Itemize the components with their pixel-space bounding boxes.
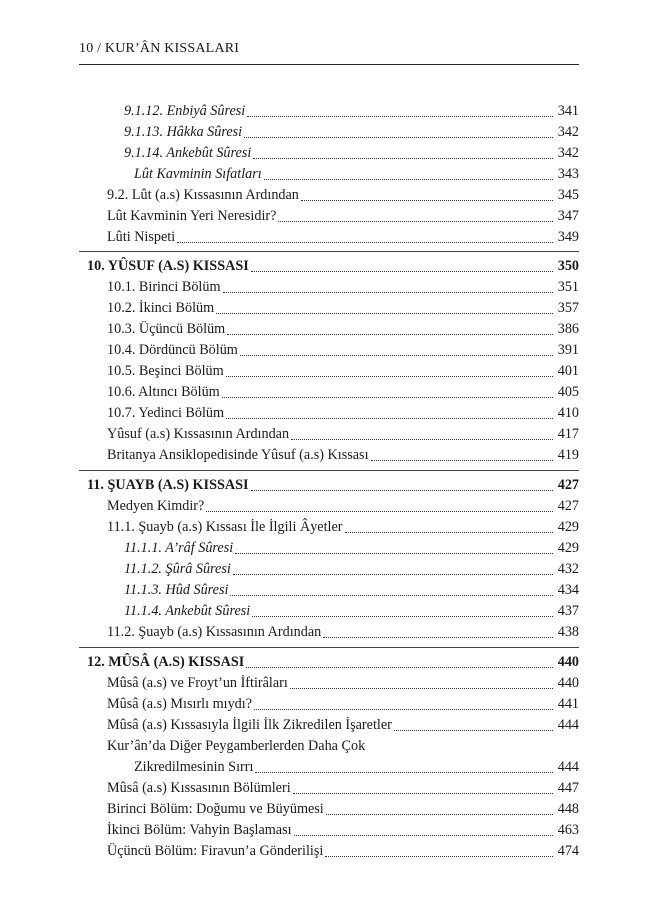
toc-page-number: 438 [557, 624, 579, 640]
toc-entry-title: 12. MÛSÂ (A.S) KISSASI [87, 654, 245, 670]
toc-entry[interactable] [0, 715, 651, 736]
dot-leader [326, 814, 553, 815]
toc-entry-title: Medyen Kimdir? [107, 498, 205, 514]
toc-entry[interactable] [0, 319, 651, 340]
dot-leader [223, 292, 554, 293]
toc-entry[interactable] [0, 559, 651, 580]
toc-entry-title: 10.2. İkinci Bölüm [107, 300, 215, 316]
dot-leader [226, 376, 553, 377]
dot-leader [325, 856, 553, 857]
toc-entry-title: Üçüncü Bölüm: Firavun’a Gönderilişi [107, 843, 324, 859]
toc-page-number: 350 [557, 258, 579, 274]
toc-entry[interactable] [0, 820, 651, 841]
dot-leader [230, 595, 553, 596]
dot-leader [252, 616, 553, 617]
toc-entry[interactable] [0, 673, 651, 694]
toc-section-entry[interactable] [0, 256, 651, 277]
dot-leader [255, 772, 553, 773]
dot-leader [293, 793, 553, 794]
toc-entry-title: 10.5. Beşinci Bölüm [107, 363, 224, 379]
toc-page-number: 345 [557, 187, 579, 203]
toc-entry-title: Kur’ân’da Diğer Peygamberlerden Daha Çok [107, 738, 366, 754]
toc-entry[interactable] [0, 580, 651, 601]
toc-page-number: 441 [557, 696, 579, 712]
toc-entry-title: 11.1.2. Şûrâ Sûresi [124, 561, 231, 577]
toc-page-number: 429 [557, 519, 579, 535]
dot-leader [177, 242, 553, 243]
dot-leader [240, 355, 553, 356]
toc-entry-title: Lût Kavminin Yeri Neresidir? [107, 208, 277, 224]
toc-entry[interactable] [0, 778, 651, 799]
toc-entry[interactable] [0, 424, 651, 445]
toc-entry-title: Mûsâ (a.s) Mısırlı mıydı? [107, 696, 253, 712]
toc-page-number: 410 [557, 405, 579, 421]
toc-page-number: 463 [557, 822, 579, 838]
toc-page-number: 434 [557, 582, 579, 598]
toc-page-number: 401 [557, 363, 579, 379]
dot-leader [394, 730, 553, 731]
toc-entry[interactable] [0, 403, 651, 424]
toc-entry[interactable] [0, 496, 651, 517]
toc-entry[interactable] [0, 340, 651, 361]
toc-entry-title: Lûti Nispeti [107, 229, 176, 245]
section-divider [79, 647, 579, 648]
dot-leader [251, 490, 553, 491]
toc-page-number: 437 [557, 603, 579, 619]
toc-entry[interactable] [0, 185, 651, 206]
toc-entry-title: Britanya Ansiklopedisinde Yûsuf (a.s) Kıssası [107, 447, 369, 463]
dot-leader [264, 179, 553, 180]
toc-page-number: 474 [557, 843, 579, 859]
toc-page-number: 444 [557, 717, 579, 733]
toc-section-entry[interactable] [0, 475, 651, 496]
toc-entry-title: 9.1.12. Enbiyâ Sûresi [124, 103, 246, 119]
dot-leader [244, 137, 553, 138]
header-rule [79, 64, 579, 65]
dot-leader [345, 532, 554, 533]
toc-page-number: 417 [557, 426, 579, 442]
toc-page-number: 427 [557, 477, 579, 493]
toc-page-number: 343 [557, 166, 579, 182]
toc-page-number: 351 [557, 279, 579, 295]
section-divider [79, 470, 579, 471]
toc-page-number: 447 [557, 780, 579, 796]
toc-entry-title: Lût Kavminin Sıfatları [134, 166, 262, 182]
toc-entry[interactable] [0, 736, 651, 757]
toc-page-number: 440 [557, 654, 579, 670]
toc-entry[interactable] [0, 277, 651, 298]
toc-page-number: 429 [557, 540, 579, 556]
toc-page-number: 448 [557, 801, 579, 817]
toc-entry[interactable] [0, 538, 651, 559]
toc-entry-title: 9.1.14. Ankebût Sûresi [124, 145, 252, 161]
toc-entry[interactable] [0, 382, 651, 403]
toc-entry-title: 11.1. Şuayb (a.s) Kıssası İle İlgili Âyetler [107, 519, 343, 535]
toc-page-number: 347 [557, 208, 579, 224]
dot-leader [247, 116, 553, 117]
toc-page-number: 419 [557, 447, 579, 463]
toc-page-number: 432 [557, 561, 579, 577]
toc-entry[interactable] [0, 101, 651, 122]
toc-entry[interactable] [0, 694, 651, 715]
toc-entry-title: 9.2. Lût (a.s) Kıssasının Ardından [107, 187, 299, 203]
dot-leader [226, 418, 553, 419]
toc-entry[interactable] [0, 799, 651, 820]
toc-entry[interactable] [0, 143, 651, 164]
toc-entry-title: Mûsâ (a.s) ve Froyt’un İftirâları [107, 675, 288, 691]
dot-leader [222, 397, 553, 398]
dot-leader [227, 334, 553, 335]
running-header: 10 / KUR’ÂN KISSALARI [79, 41, 240, 56]
toc-entry[interactable] [0, 206, 651, 227]
toc-entry[interactable] [0, 298, 651, 319]
dot-leader [246, 667, 553, 668]
dot-leader [235, 553, 553, 554]
toc-entry[interactable] [0, 164, 651, 185]
toc-entry[interactable] [0, 122, 651, 143]
toc-entry-title: 11. ŞUAYB (A.S) KISSASI [87, 477, 249, 493]
toc-entry[interactable] [0, 361, 651, 382]
toc-entry[interactable] [0, 622, 651, 643]
toc-entry-title: Yûsuf (a.s) Kıssasının Ardından [107, 426, 290, 442]
dot-leader [253, 158, 553, 159]
toc-entry-title: 10.6. Altıncı Bölüm [107, 384, 220, 400]
toc-page-number: 342 [557, 124, 579, 140]
dot-leader [323, 637, 553, 638]
toc-page-number: 342 [557, 145, 579, 161]
toc-entry-title: Birinci Bölüm: Doğumu ve Büyümesi [107, 801, 324, 817]
dot-leader [278, 221, 553, 222]
toc-entry[interactable] [0, 601, 651, 622]
dot-leader [294, 835, 553, 836]
section-divider [79, 251, 579, 252]
toc-entry-title: 11.1.1. A’râf Sûresi [124, 540, 234, 556]
toc-section-entry[interactable] [0, 652, 651, 673]
dot-leader [206, 511, 553, 512]
toc-page-number: 391 [557, 342, 579, 358]
dot-leader [290, 688, 553, 689]
toc-page-number: 349 [557, 229, 579, 245]
dot-leader [216, 313, 553, 314]
toc-entry-title: Mûsâ (a.s) Kıssasının Bölümleri [107, 780, 291, 796]
dot-leader [301, 200, 553, 201]
toc-entry-title: 9.1.13. Hâkka Sûresi [124, 124, 243, 140]
toc-entry[interactable] [0, 445, 651, 466]
toc-page-number: 440 [557, 675, 579, 691]
toc-entry-title: 10. YÛSUF (A.S) KISSASI [87, 258, 249, 274]
dot-leader [251, 271, 553, 272]
toc-entry[interactable] [0, 227, 651, 248]
toc-entry-title: 11.2. Şuayb (a.s) Kıssasının Ardından [107, 624, 322, 640]
toc-entry[interactable] [0, 517, 651, 538]
toc-page-number: 444 [557, 759, 579, 775]
toc-entry-title: 10.1. Birinci Bölüm [107, 279, 221, 295]
toc-entry-title: Zikredilmesinin Sırrı [134, 759, 254, 775]
toc-entry-title: 11.1.4. Ankebût Sûresi [124, 603, 251, 619]
toc-entry[interactable] [0, 757, 651, 778]
toc-entry[interactable] [0, 841, 651, 862]
dot-leader [371, 460, 553, 461]
toc-page-number: 386 [557, 321, 579, 337]
toc-entry-title: İkinci Bölüm: Vahyin Başlaması [107, 822, 292, 838]
toc-page-number: 405 [557, 384, 579, 400]
toc-page-number: 357 [557, 300, 579, 316]
toc-entry-title: 10.7. Yedinci Bölüm [107, 405, 225, 421]
toc-entry-title: Mûsâ (a.s) Kıssasıyla İlgili İlk Zikredilen İşaretler [107, 717, 392, 733]
dot-leader [291, 439, 553, 440]
toc-page-number: 427 [557, 498, 579, 514]
dot-leader [233, 574, 553, 575]
toc-entry-title: 10.4. Dördüncü Bölüm [107, 342, 238, 358]
toc-entry-title: 10.3. Üçüncü Bölüm [107, 321, 226, 337]
toc-entry-title: 11.1.3. Hûd Sûresi [124, 582, 229, 598]
toc-page-number: 341 [557, 103, 579, 119]
dot-leader [254, 709, 553, 710]
